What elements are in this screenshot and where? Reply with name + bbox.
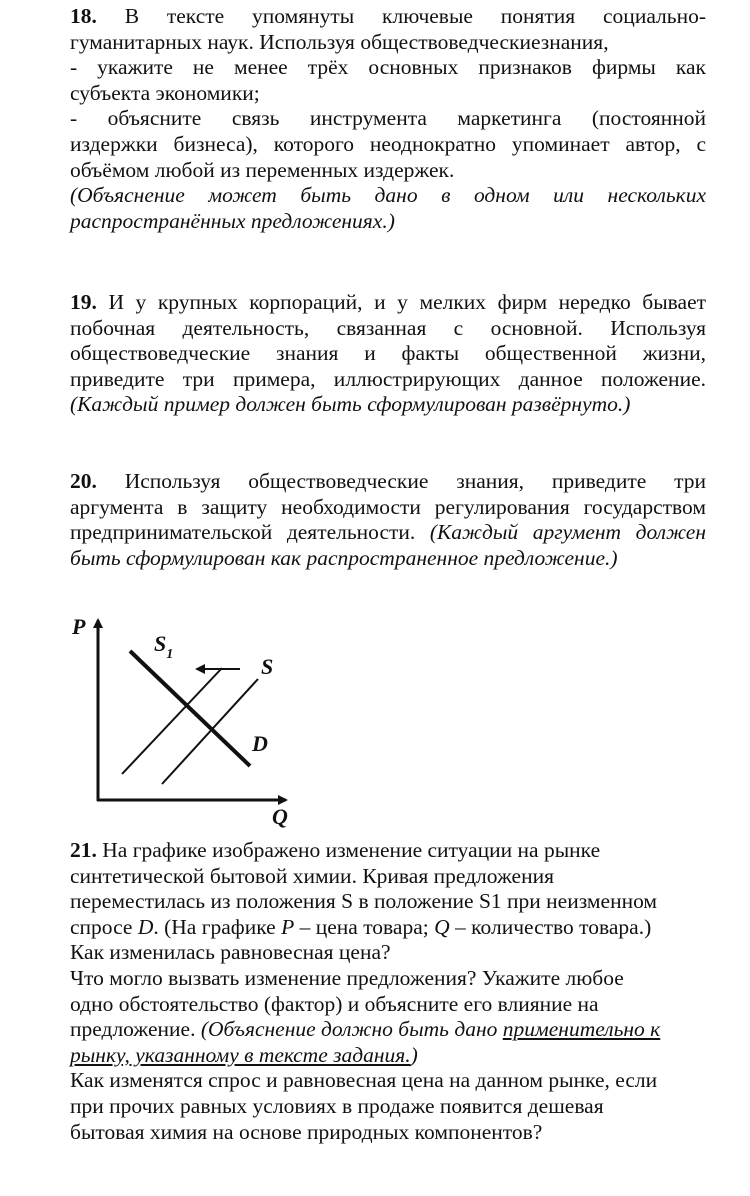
question-19 [70, 290, 706, 418]
q21-line-7: одно обстоятельство (фактор) и объясните его влияние на [70, 991, 599, 1016]
q21-line-1 [70, 838, 710, 864]
q21-note-end: ) [410, 1042, 418, 1067]
q18-line-3: - укажите не менее трёх основных признаков фирмы как [70, 55, 706, 80]
q21-line-4-c: – цена товара; [294, 914, 435, 939]
q18-line-5: - объясните связь инструмента маркетинга (постоянной [70, 106, 706, 131]
label-s1 [154, 631, 173, 662]
question-18 [70, 4, 706, 234]
q21-note-underlined-1: применительно к [502, 1017, 661, 1042]
question-21 [70, 838, 710, 1145]
q21-line-10: Как изменятся спрос и равновесная цена на данном рынке, если [70, 1068, 658, 1093]
q21-var-d: D [137, 914, 154, 939]
q21-line-11: при прочих равных условиях в продаже появится дешевая [70, 1093, 604, 1118]
q21-line-4-a: спросе [70, 914, 138, 939]
q21-var-q: Q [434, 914, 450, 939]
label-s1-main: S [154, 631, 167, 656]
label-s: S [261, 654, 274, 679]
q19-line-4: приведите три примера, иллюстрирующих данное положение. [70, 366, 706, 391]
q21-line-4-b: . (На графике [153, 914, 282, 939]
q20-number: 20. [70, 469, 97, 493]
q18-line-1-text: В тексте упомянуты ключевые понятия социально- [124, 4, 707, 28]
label-d: D [252, 731, 268, 756]
q19-line-2: побочная деятельность, связанная с основной. Используя [70, 315, 706, 340]
q21-line-6: Что могло вызвать изменение предложения? Укажите любое [70, 965, 624, 990]
axis-label-q: Q [272, 804, 288, 829]
q18-number: 18. [70, 4, 97, 28]
supply-curve-s1 [122, 668, 222, 774]
q21-line-3: переместилась из положения S в положение S1 при неизменном [70, 889, 658, 914]
q21-note-start: (Объяснение должно быть дано [200, 1017, 503, 1042]
q18-note-line-1: (Объяснение может быть дано в одном или нескольких [70, 183, 706, 208]
q21-line-8 [70, 1017, 710, 1043]
q21-line-9 [70, 1043, 710, 1069]
q21-var-p: P [281, 914, 295, 939]
q20-note-end: быть сформулирован как распространенное предложение.) [70, 545, 618, 570]
q19-line-1-text: И у крупных корпораций, и у мелких фирм нередко бывает [108, 290, 707, 314]
question-20 [70, 469, 706, 571]
q20-line-1 [70, 469, 706, 495]
q21-line-12: бытовая химия на основе природных компонентов? [70, 1119, 543, 1144]
q21-line-8-text: предложение. [70, 1017, 201, 1042]
q21-line-2: синтетической бытовой химии. Кривая предложения [70, 863, 555, 888]
q18-line-2: гуманитарных наук. Используя обществоведческиезнания, [70, 29, 609, 54]
supply-demand-chart [60, 606, 300, 832]
q21-line-4 [70, 915, 710, 941]
q20-line-3 [70, 520, 706, 546]
q19-note: (Каждый пример должен быть сформулирован развёрнуто.) [70, 392, 631, 417]
q20-line-1-text: Используя обществоведческие знания, приведите три [124, 469, 706, 493]
q18-line-7: объёмом любой из переменных издержек. [70, 157, 455, 182]
q20-line-3-text: предпринимательской деятельности. [70, 520, 416, 545]
q21-line-4-e: – количество товара.) [449, 914, 652, 939]
q21-line-1-text: На графике изображено изменение ситуации на рынке [102, 838, 601, 862]
q19-line-3: обществоведческие знания и факты общественной жизни, [70, 341, 706, 366]
q18-line-6: издержки бизнеса), которого неоднократно упоминает автор, с [70, 131, 706, 156]
axis-label-p: P [72, 614, 86, 639]
q19-line-1 [70, 290, 706, 316]
q20-note-start: (Каждый аргумент должен [429, 520, 706, 545]
label-s1-subscript: 1 [166, 647, 174, 662]
q21-number: 21. [70, 838, 97, 862]
q18-line-1 [70, 4, 706, 30]
q18-note-line-2: распространённых предложениях.) [70, 208, 395, 233]
q21-note-underlined-2: рынку, указанному в тексте задания. [70, 1042, 411, 1067]
q18-line-4: субъекта экономики; [70, 80, 260, 105]
q19-number: 19. [70, 290, 97, 314]
q21-line-5: Как изменилась равновесная цена? [70, 940, 391, 965]
q20-line-2: аргумента в защиту необходимости регулирования государством [70, 494, 706, 519]
